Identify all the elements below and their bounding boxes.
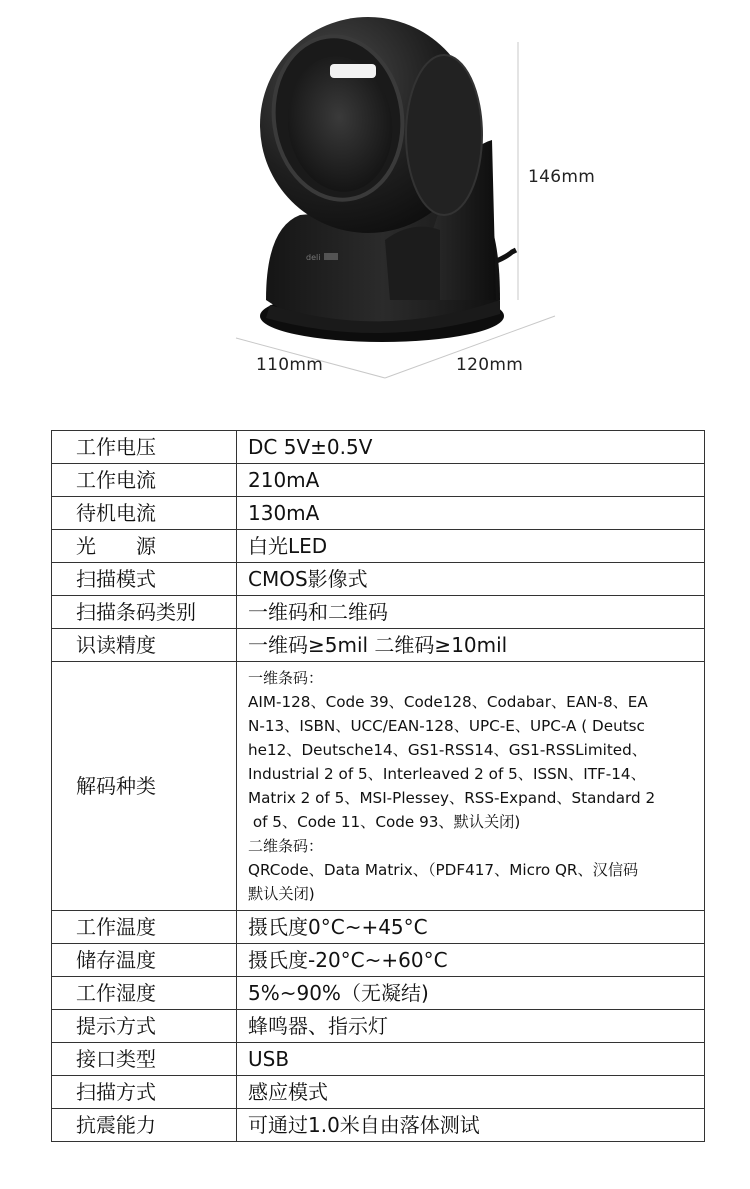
spec-value: 摄氏度0°C~+45°C [237,911,705,944]
brand-logo: deli [306,253,321,262]
spec-key: 抗震能力 [52,1109,237,1142]
spec-value: 一维码和二维码 [237,596,705,629]
spec-key: 工作湿度 [52,977,237,1010]
spec-row-interface [52,1043,705,1076]
spec-key: 识读精度 [52,629,237,662]
spec-row-humidity [52,977,705,1010]
width-dimension: 120mm [456,355,524,375]
one-d-line: Industrial 2 of 5、Interleaved 2 of 5、ISSN、ITF-14、 [248,765,646,783]
two-d-title: 二维条码： [248,837,324,855]
spec-row-voltage [52,431,705,464]
one-d-line: Matrix 2 of 5、MSI-Plessey、RSS-Expand、Standard 2 [248,789,656,807]
spec-value: 蜂鸣器、指示灯 [237,1010,705,1043]
spec-row-shock [52,1109,705,1142]
spec-key: 储存温度 [52,944,237,977]
depth-dimension: 110mm [256,355,324,375]
spec-value: 可通过1.0米自由落体测试 [237,1109,705,1142]
spec-row-standby-current [52,497,705,530]
spec-row-operating-temp [52,911,705,944]
spec-key: 工作电流 [52,464,237,497]
spec-key: 待机电流 [52,497,237,530]
decode-list [237,662,705,911]
spec-key: 提示方式 [52,1010,237,1043]
spec-key: 工作温度 [52,911,237,944]
height-dimension: 146mm [528,167,596,187]
spec-table [51,430,705,1142]
spec-key: 扫描条码类别 [52,596,237,629]
spec-value: USB [237,1043,705,1076]
product-illustration [0,0,750,410]
spec-row-precision [52,629,705,662]
one-d-title: 一维条码： [248,669,324,687]
spec-value: 一维码≥5mil 二维码≥10mil [237,629,705,662]
barcode-scanner-image [0,0,750,410]
spec-value: DC 5V±0.5V [237,431,705,464]
spec-value: 5%~90%（无凝结) [237,977,705,1010]
spec-key: 光 源 [52,530,237,563]
spec-key: 扫描方式 [52,1076,237,1109]
spec-key: 工作电压 [52,431,237,464]
spec-key: 解码种类 [52,662,237,911]
one-d-line: he12、Deutsche14、GS1-RSS14、GS1-RSSLimited、 [248,741,647,759]
spec-key: 扫描模式 [52,563,237,596]
light-bar [330,64,376,78]
spec-row-scan-mode [52,563,705,596]
spec-row-prompt [52,1010,705,1043]
spec-value: CMOS影像式 [237,563,705,596]
spec-row-current [52,464,705,497]
spec-value: 感应模式 [237,1076,705,1109]
spec-row-light-source [52,530,705,563]
two-d-line: 默认关闭) [248,885,315,903]
spec-value: 210mA [237,464,705,497]
one-d-line: of 5、Code 11、Code 93、默认关闭) [248,813,521,831]
spec-value: 130mA [237,497,705,530]
spec-row-barcode-types [52,596,705,629]
one-d-line: AIM-128、Code 39、Code128、Codabar、EAN-8、EA [248,693,648,711]
spec-key: 接口类型 [52,1043,237,1076]
one-d-line: N-13、ISBN、UCC/EAN-128、UPC-E、UPC-A ( Deutsc [248,717,645,735]
two-d-line: QRCode、Data Matrix、（PDF417、Micro QR、汉信码 [248,861,639,879]
spec-value: 摄氏度-20°C~+60°C [237,944,705,977]
spec-row-decode-types [52,662,705,911]
spec-row-scan-method [52,1076,705,1109]
spec-value: 白光LED [237,530,705,563]
spec-row-storage-temp [52,944,705,977]
